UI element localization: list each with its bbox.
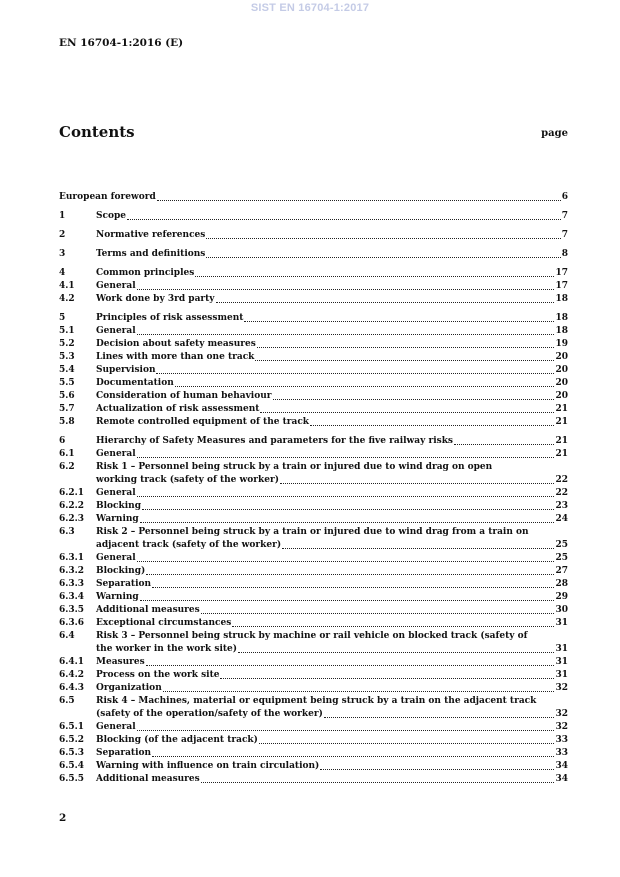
toc-entry[interactable] [59, 591, 568, 604]
toc-entry-number: 5.3 [59, 352, 75, 362]
toc-entry[interactable] [59, 669, 568, 682]
toc-entry[interactable] [59, 617, 568, 630]
toc-entry-page: 25 [555, 540, 568, 550]
toc-entry-page: 27 [555, 566, 568, 576]
toc-entry[interactable] [59, 604, 568, 617]
toc-entry-number: 4 [59, 268, 66, 278]
toc-leader-dots [152, 756, 554, 757]
toc-entry-title: Warning [96, 592, 139, 602]
toc-entry-title-continued: working track (safety of the worker) [96, 475, 279, 485]
toc-entry[interactable] [59, 191, 568, 204]
toc-entry-number: 6.3.1 [59, 553, 85, 563]
toc-entry-number: 5.6 [59, 391, 75, 401]
toc-entry-title: Blocking) [96, 566, 146, 576]
toc-entry-title: Principles of risk assessment [96, 313, 244, 323]
document-id: EN 16704-1:2016 (E) [59, 37, 184, 49]
toc-leader-dots [201, 613, 555, 614]
toc-entry-page: 7 [561, 230, 568, 240]
toc-entry-title: Remote controlled equipment of the track [96, 417, 310, 427]
toc-entry-page: 30 [555, 605, 568, 615]
toc-entry-number: 6.2.3 [59, 514, 85, 524]
toc-entry-number: 4.2 [59, 294, 75, 304]
toc-entry-number: 5.7 [59, 404, 75, 414]
toc-leader-dots [175, 386, 555, 387]
toc-leader-dots [152, 587, 554, 588]
toc-entry-title-continued: adjacent track (safety of the worker) [96, 540, 282, 550]
toc-entry-number: 5.5 [59, 378, 75, 388]
toc-entry-number: 6.3.5 [59, 605, 85, 615]
toc-entry-page: 32 [555, 709, 568, 719]
toc-entry-title: Process on the work site [96, 670, 220, 680]
page-column-label: page [541, 128, 568, 139]
toc-entry[interactable] [59, 448, 568, 461]
toc-entry-page: 33 [555, 735, 568, 745]
toc-entry-page: 31 [555, 670, 568, 680]
toc-entry[interactable] [59, 487, 568, 500]
toc-entry[interactable] [59, 416, 568, 429]
toc-entry-page: 31 [555, 618, 568, 628]
toc-entry-title: General [96, 553, 136, 563]
toc-entry-title: Supervision [96, 365, 156, 375]
toc-entry-page: 34 [555, 761, 568, 771]
toc-entry-title: Consideration of human behaviour [96, 391, 272, 401]
toc-leader-dots [206, 238, 560, 239]
toc-entry-number: 6.3.4 [59, 592, 85, 602]
toc-entry[interactable] [59, 293, 568, 306]
toc-entry-page: 20 [555, 391, 568, 401]
toc-entry-page: 18 [555, 313, 568, 323]
toc-entry-continuation[interactable] [59, 474, 568, 487]
toc-entry[interactable] [59, 734, 568, 747]
toc-entry[interactable] [59, 682, 568, 695]
toc-entry[interactable] [59, 656, 568, 669]
toc-entry-title: Organization [96, 683, 162, 693]
toc-leader-dots [137, 457, 555, 458]
toc-entry-page: 17 [555, 281, 568, 291]
toc-entry-page: 31 [555, 644, 568, 654]
toc-leader-dots [146, 574, 554, 575]
toc-entry[interactable] [59, 500, 568, 513]
toc-entry-number: 2 [59, 230, 66, 240]
toc-entry-title-continued: (safety of the operation/safety of the worker) [96, 709, 323, 719]
toc-entry-page: 21 [555, 449, 568, 459]
toc-leader-dots [255, 360, 554, 361]
toc-entry-number: 6 [59, 436, 66, 446]
toc-entry[interactable] [59, 403, 568, 416]
toc-leader-dots [310, 425, 554, 426]
toc-entry[interactable] [59, 747, 568, 760]
toc-entry[interactable] [59, 435, 568, 448]
toc-entry-title: Scope [96, 211, 127, 221]
toc-entry[interactable] [59, 565, 568, 578]
toc-entry-title: General [96, 488, 136, 498]
page-number: 2 [59, 812, 67, 824]
toc-entry-page: 20 [555, 378, 568, 388]
toc-entry-page: 33 [555, 748, 568, 758]
table-of-contents [59, 191, 568, 786]
toc-entry[interactable] [59, 280, 568, 293]
toc-entry-title: Risk 2 – Personnel being struck by a train or injured due to wind drag from a train on [96, 527, 529, 537]
toc-entry-page: 20 [555, 352, 568, 362]
toc-entry-number: 5.8 [59, 417, 75, 427]
toc-entry-number: 1 [59, 211, 66, 221]
toc-entry-number: 6.5.1 [59, 722, 85, 732]
toc-leader-dots [137, 730, 555, 731]
toc-entry[interactable] [59, 229, 568, 242]
toc-entry-number: 5 [59, 313, 66, 323]
toc-entry-number: 6.5.3 [59, 748, 85, 758]
toc-entry-title: General [96, 449, 136, 459]
toc-entry-title: Blocking [96, 501, 141, 511]
toc-entry-number: 6.3.2 [59, 566, 85, 576]
toc-entry-title: Hierarchy of Safety Measures and parameters for the five railway risks [96, 436, 454, 446]
toc-entry-page: 25 [555, 553, 568, 563]
toc-entry-title: Warning with influence on train circulation) [96, 761, 320, 771]
toc-entry-page: 24 [555, 514, 568, 524]
toc-entry-title: Risk 3 – Personnel being struck by machine or rail vehicle on blocked track (safety of [96, 631, 528, 641]
toc-entry-number: 6.2 [59, 462, 75, 472]
toc-leader-dots [156, 373, 554, 374]
toc-entry-number: 6.2.2 [59, 501, 85, 511]
toc-entry-title: Normative references [96, 230, 206, 240]
toc-leader-dots [137, 496, 555, 497]
toc-leader-dots [140, 600, 555, 601]
toc-entry-number: 6.5.4 [59, 761, 85, 771]
toc-entry-title: General [96, 281, 136, 291]
toc-entry-page: 6 [561, 192, 568, 202]
toc-entry-continuation[interactable] [59, 539, 568, 552]
toc-entry-page: 22 [555, 488, 568, 498]
toc-entry-page: 22 [555, 475, 568, 485]
toc-entry[interactable] [59, 364, 568, 377]
toc-entry-page: 19 [555, 339, 568, 349]
toc-entry-page: 18 [555, 294, 568, 304]
toc-entry[interactable] [59, 695, 568, 708]
toc-leader-dots [163, 691, 555, 692]
toc-leader-dots [273, 399, 555, 400]
toc-entry-number: 6.5 [59, 696, 75, 706]
toc-entry-title: Decision about safety measures [96, 339, 256, 349]
toc-entry-title: Additional measures [96, 605, 200, 615]
toc-entry-page: 21 [555, 436, 568, 446]
toc-entry-number: 6.4.3 [59, 683, 85, 693]
toc-entry-page: 32 [555, 683, 568, 693]
toc-entry[interactable] [59, 377, 568, 390]
toc-leader-dots [195, 276, 554, 277]
toc-leader-dots [320, 769, 554, 770]
toc-entry-title: Actualization of risk assessment [96, 404, 260, 414]
toc-leader-dots [220, 678, 554, 679]
toc-leader-dots [137, 289, 555, 290]
toc-entry-page: 17 [555, 268, 568, 278]
toc-entry[interactable] [59, 248, 568, 261]
toc-entry[interactable] [59, 526, 568, 539]
toc-leader-dots [137, 561, 555, 562]
toc-entry-number: 5.1 [59, 326, 75, 336]
toc-entry-number: 6.2.1 [59, 488, 85, 498]
toc-entry-page: 7 [561, 211, 568, 221]
toc-leader-dots [232, 626, 554, 627]
toc-entry[interactable] [59, 312, 568, 325]
toc-entry-continuation[interactable] [59, 643, 568, 656]
toc-entry-page: 8 [561, 249, 568, 259]
toc-entry-title: General [96, 326, 136, 336]
toc-leader-dots [206, 257, 560, 258]
toc-entry-number: 6.3 [59, 527, 75, 537]
toc-entry-page: 23 [555, 501, 568, 511]
toc-entry-page: 21 [555, 417, 568, 427]
toc-entry[interactable] [59, 760, 568, 773]
toc-entry-title: Separation [96, 748, 152, 758]
toc-entry-title: General [96, 722, 136, 732]
toc-entry-page: 34 [555, 774, 568, 784]
toc-entry-title: Risk 1 – Personnel being struck by a train or injured due to wind drag on open [96, 462, 493, 472]
toc-entry[interactable] [59, 267, 568, 280]
toc-leader-dots [257, 347, 555, 348]
toc-entry-page: 28 [555, 579, 568, 589]
toc-leader-dots [280, 483, 554, 484]
toc-entry[interactable] [59, 338, 568, 351]
toc-entry-number: 6.3.6 [59, 618, 85, 628]
toc-entry-title: Lines with more than one track [96, 352, 255, 362]
toc-entry-title: Documentation [96, 378, 174, 388]
toc-leader-dots [157, 200, 561, 201]
toc-entry-continuation[interactable] [59, 708, 568, 721]
toc-entry-number: 6.5.2 [59, 735, 85, 745]
toc-entry[interactable] [59, 461, 568, 474]
toc-entry[interactable] [59, 630, 568, 643]
contents-title: Contents [59, 123, 135, 141]
toc-entry[interactable] [59, 552, 568, 565]
toc-entry-title: Measures [96, 657, 145, 667]
toc-entry-number: 6.1 [59, 449, 75, 459]
toc-entry-number: 6.3.3 [59, 579, 85, 589]
toc-leader-dots [324, 717, 555, 718]
toc-entry-title: Blocking (of the adjacent track) [96, 735, 258, 745]
toc-entry[interactable] [59, 513, 568, 526]
toc-entry-number: 6.4.1 [59, 657, 85, 667]
toc-leader-dots [146, 665, 555, 666]
toc-leader-dots [238, 652, 554, 653]
toc-entry-title: Warning [96, 514, 139, 524]
toc-entry-page: 31 [555, 657, 568, 667]
toc-entry-title: Risk 4 – Machines, material or equipment being struck by a train on the adjacent track [96, 696, 537, 706]
toc-entry[interactable] [59, 773, 568, 786]
toc-entry-title: Separation [96, 579, 152, 589]
toc-entry-title: Additional measures [96, 774, 200, 784]
toc-entry-number: 5.4 [59, 365, 75, 375]
toc-entry-page: 20 [555, 365, 568, 375]
toc-leader-dots [216, 302, 555, 303]
toc-entry[interactable] [59, 351, 568, 364]
toc-entry-page: 21 [555, 404, 568, 414]
toc-leader-dots [259, 743, 555, 744]
toc-entry-number: 3 [59, 249, 66, 259]
toc-leader-dots [454, 444, 554, 445]
toc-entry[interactable] [59, 325, 568, 338]
toc-entry-title: Exceptional circumstances [96, 618, 232, 628]
toc-entry-title: Terms and definitions [96, 249, 206, 259]
toc-entry[interactable] [59, 721, 568, 734]
toc-leader-dots [244, 321, 554, 322]
toc-entry-page: 32 [555, 722, 568, 732]
toc-entry-number: 6.4.2 [59, 670, 85, 680]
toc-entry-page: 18 [555, 326, 568, 336]
toc-entry[interactable] [59, 210, 568, 223]
toc-entry-title: Common principles [96, 268, 195, 278]
toc-entry[interactable] [59, 390, 568, 403]
toc-leader-dots [127, 219, 561, 220]
toc-leader-dots [140, 522, 555, 523]
toc-entry-title: European foreword [59, 192, 156, 202]
toc-entry-number: 6.4 [59, 631, 75, 641]
toc-entry-title-continued: the worker in the work site) [96, 644, 238, 654]
toc-leader-dots [282, 548, 554, 549]
toc-leader-dots [260, 412, 554, 413]
toc-entry[interactable] [59, 578, 568, 591]
watermark: SIST EN 16704-1:2017 [250, 2, 370, 14]
toc-entry-number: 4.1 [59, 281, 75, 291]
toc-leader-dots [201, 782, 555, 783]
toc-entry-number: 5.2 [59, 339, 75, 349]
toc-entry-title: Work done by 3rd party [96, 294, 215, 304]
toc-leader-dots [142, 509, 554, 510]
toc-leader-dots [137, 334, 555, 335]
toc-entry-page: 29 [555, 592, 568, 602]
toc-entry-number: 6.5.5 [59, 774, 85, 784]
